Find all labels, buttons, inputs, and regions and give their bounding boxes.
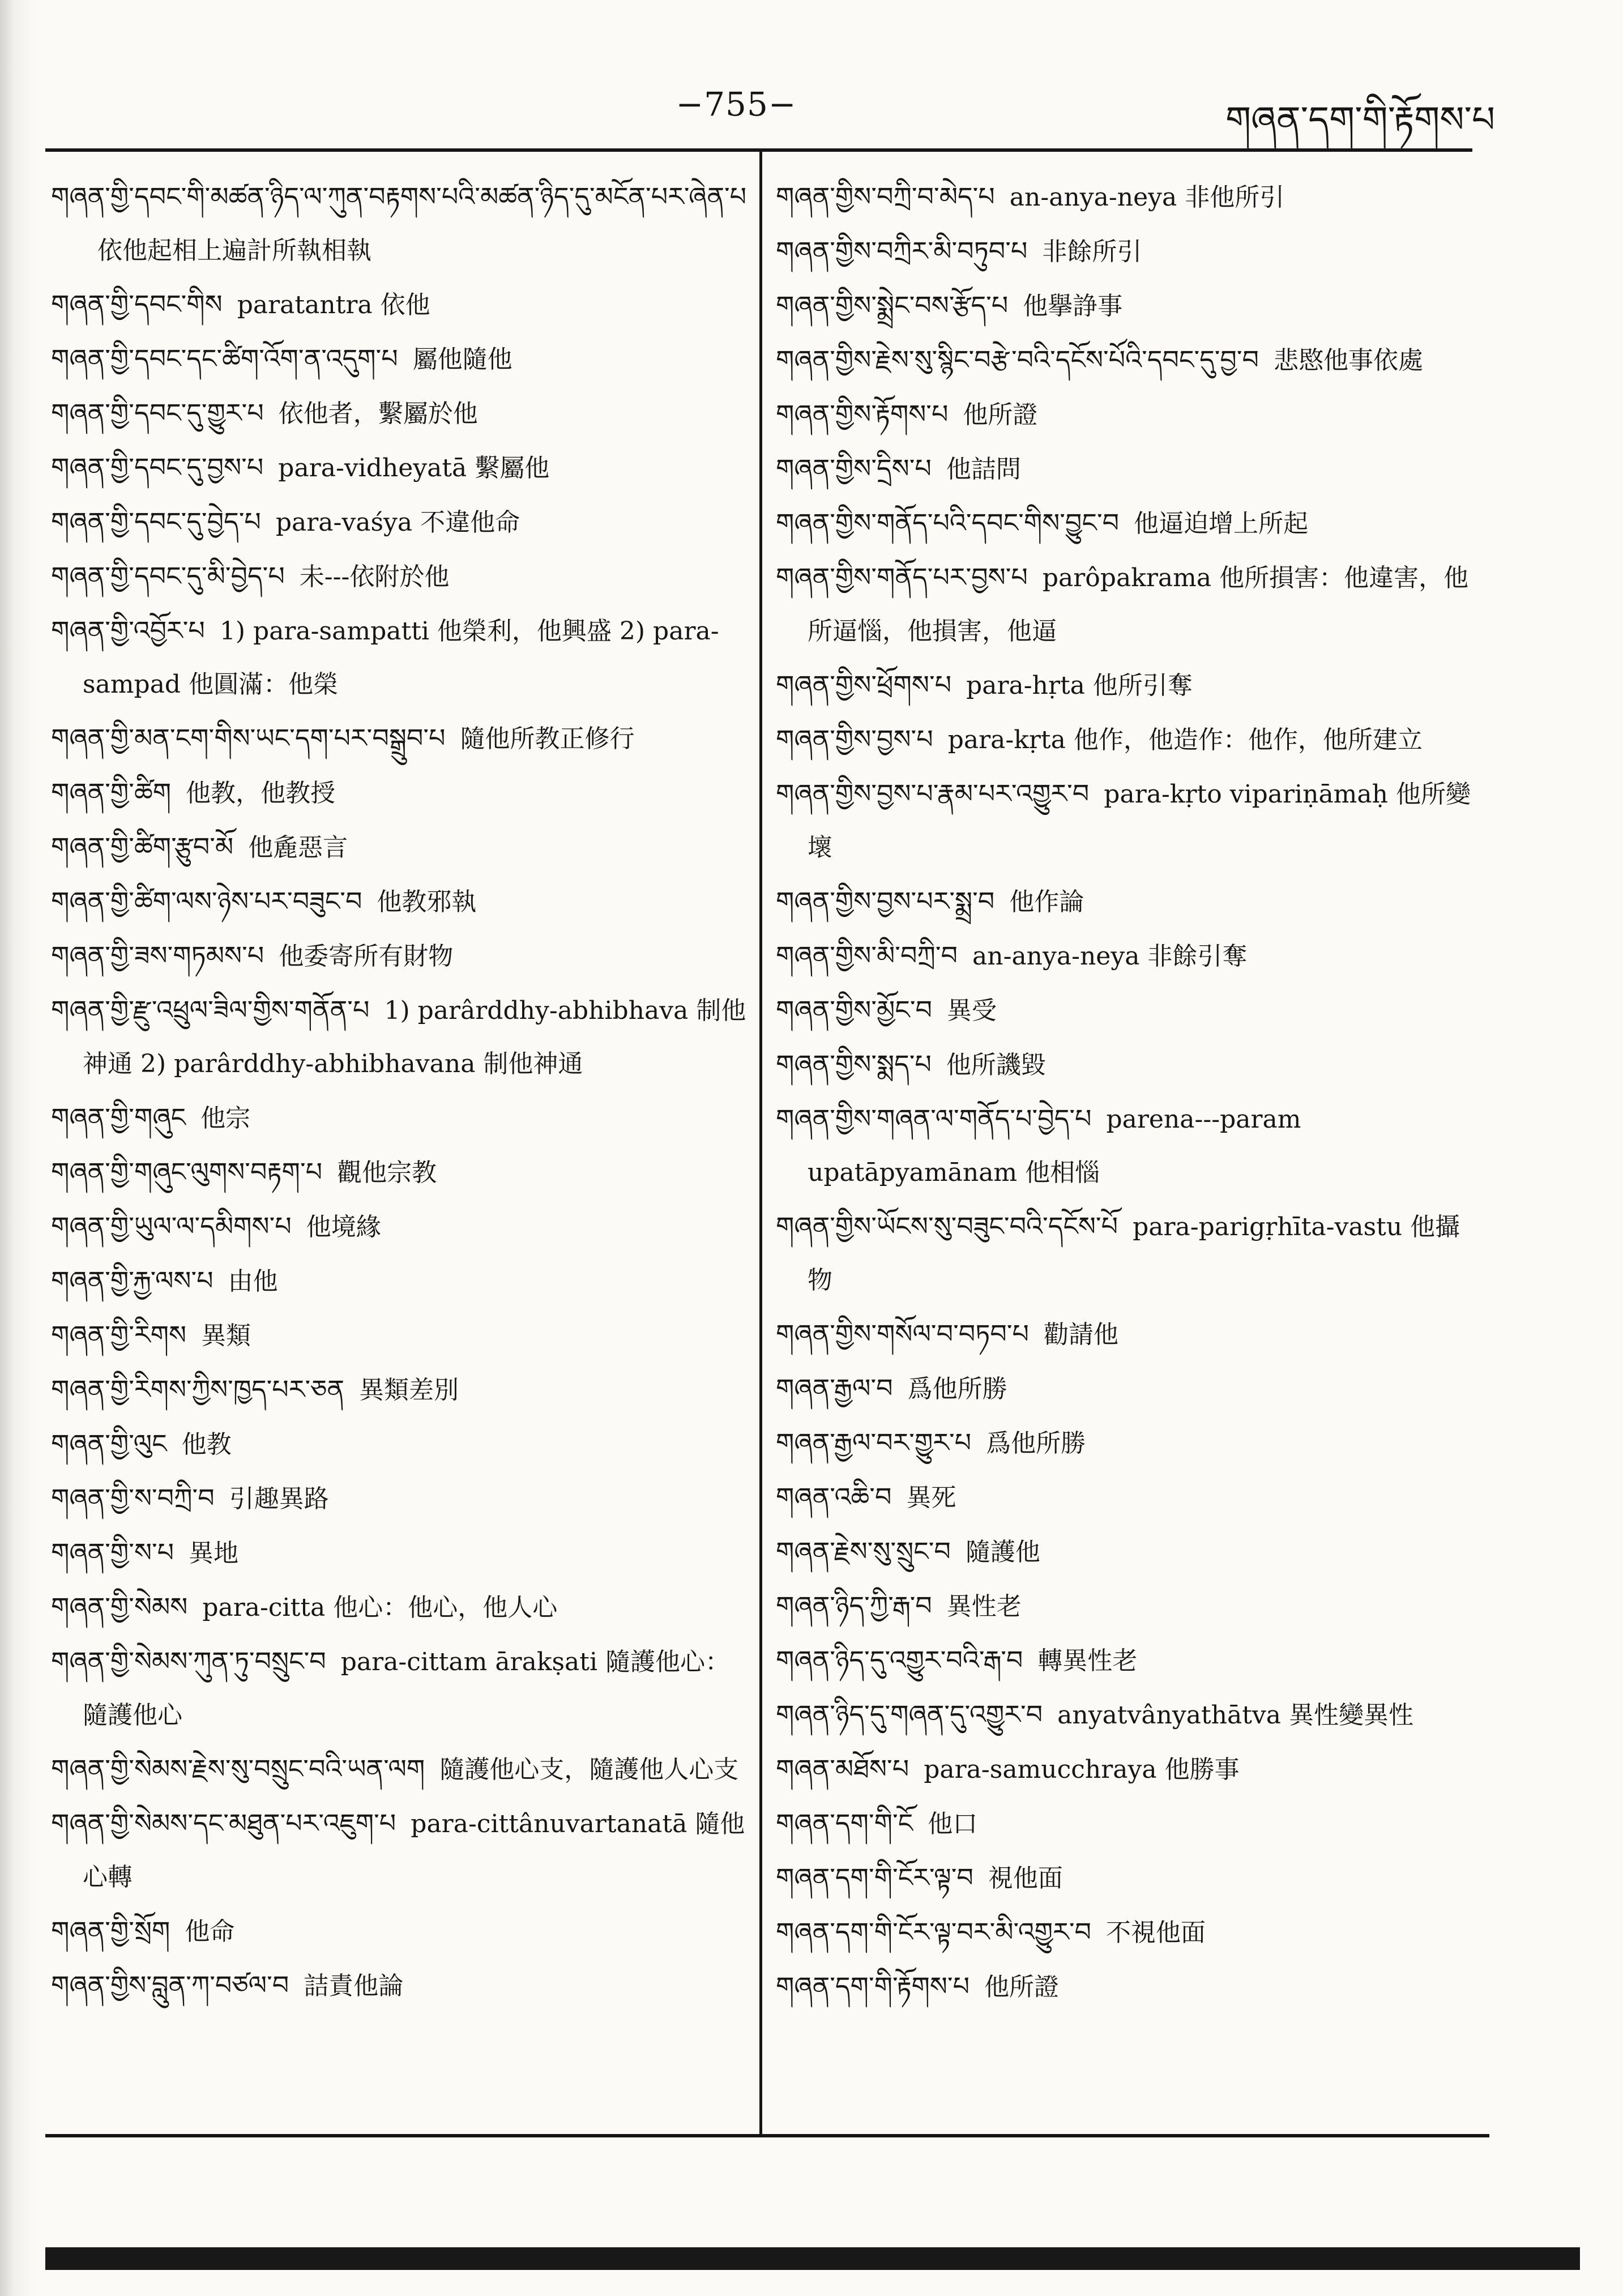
- entry-headword: གཞན་ཉིད་ཀྱི་རྒ་བ: [776, 1590, 932, 1621]
- entry-translation: an-anya-neya 非他所引: [1009, 183, 1285, 212]
- dictionary-entry: [776, 983, 1484, 1038]
- entry-translation: 詰責他論: [304, 1971, 404, 2000]
- dictionary-entry: [51, 495, 748, 549]
- entry-headword: གཞན་གྱི་སྲོག: [51, 1915, 170, 1946]
- entry-headword: གཞན་ཉིད་དུ་གཞན་དུ་འགྱུར་བ: [776, 1699, 1043, 1730]
- entry-headword: གཞན་གྱི་རྐྱ་ལས་པ: [51, 1265, 213, 1296]
- dictionary-entry: [776, 224, 1484, 279]
- entry-translation: para-kṛta 他作，他造作：他作，他所建立: [947, 725, 1423, 754]
- entry-translation: para-cittânuvartanatā 隨他心轉: [83, 1810, 745, 1892]
- entry-headword: གཞན་གྱི་ཚིག་ལས་ཉེས་པར་བཟུང་བ: [51, 886, 362, 916]
- dictionary-entry: [51, 332, 748, 386]
- entry-headword: གཞན་གྱི་དབང་དུ་གྱུར་པ: [51, 398, 264, 428]
- dictionary-entry: [776, 1796, 1484, 1851]
- entry-translation: para-vidheyatā 繫屬他: [278, 454, 550, 483]
- entry-headword: གཞན་གྱི་སེམས: [51, 1591, 188, 1622]
- dictionary-entry: [51, 441, 748, 495]
- entry-translation: 他教，他教授: [186, 779, 336, 808]
- entry-headword: གཞན་གྱིས་དྲིས་པ: [776, 453, 932, 484]
- entry-translation: 他麁惡言: [248, 833, 348, 862]
- entry-headword: གཞན་གྱིས་གནོད་པར་བྱས་པ: [776, 562, 1028, 592]
- right-column: [776, 170, 1484, 2014]
- entry-translation: 他逼迫增上所起: [1134, 509, 1309, 538]
- dictionary-entry: [776, 550, 1484, 658]
- entry-translation: 隨他所教正修行: [460, 724, 635, 753]
- entry-translation: parôpakrama 他所損害：他違害，他所逼惱，他損害，他逼: [808, 564, 1469, 646]
- dictionary-entry: [51, 1580, 748, 1634]
- dictionary-entry: [776, 1688, 1484, 1742]
- entry-translation: 由他: [228, 1267, 278, 1296]
- entry-translation: 異死: [906, 1483, 956, 1512]
- dictionary-entry: [776, 1851, 1484, 1905]
- dictionary-entry: [51, 1254, 748, 1308]
- entry-headword: གཞན་མཐོས་པ: [776, 1753, 909, 1784]
- dictionary-entry: [51, 874, 748, 929]
- entry-translation: parena---param upatāpyamānam 他相惱: [808, 1105, 1301, 1187]
- entry-translation: 他教邪執: [377, 887, 477, 916]
- dictionary-entry: [51, 1417, 748, 1471]
- entry-headword: གཞན་གྱི་གཞུང་ལུགས་བརྟག་པ: [51, 1156, 323, 1187]
- entry-headword: གཞན་གྱིས་བྱས་པ: [776, 724, 933, 754]
- entry-translation: para-samucchraya 他勝事: [924, 1755, 1240, 1784]
- dictionary-entry: [776, 1038, 1484, 1092]
- entry-headword: གཞན་གྱི་རིགས་ཀྱིས་ཁྱད་པར་ཅན: [51, 1374, 345, 1405]
- entry-translation: 他擧諍事: [1023, 292, 1123, 321]
- entry-headword: གཞན་གྱིས་བྱས་པར་སྨྲ་བ: [776, 886, 995, 916]
- dictionary-entry: [51, 1526, 748, 1580]
- dictionary-entry: [51, 386, 748, 441]
- entry-translation: 1) parârddhy-abhibhava 制他神通 2) parârddhy-abhibhavana 制他神通: [83, 996, 746, 1078]
- top-rule: [45, 148, 1472, 152]
- entry-translation: 異地: [189, 1539, 239, 1568]
- entry-translation: para-vaśya 不違他命: [275, 508, 520, 537]
- entry-headword: གཞན་རྒྱལ་བ: [776, 1373, 893, 1403]
- entry-translation: 他境緣: [306, 1213, 381, 1241]
- entry-translation: 他詰問: [946, 455, 1021, 484]
- entry-headword: གཞན་འཆི་བ: [776, 1482, 892, 1512]
- dictionary-entry: [51, 170, 748, 278]
- entry-headword: གཞན་གྱི་རྫུ་འཕྲུལ་ཟིལ་གྱིས་གནོན་པ: [51, 995, 370, 1025]
- entry-translation: 異類差別: [359, 1376, 459, 1405]
- dictionary-entry: [776, 279, 1484, 333]
- dictionary-entry: [776, 1905, 1484, 1960]
- entry-headword: གཞན་གྱིས་བཀྲི་བ་མེད་པ: [776, 181, 995, 212]
- dictionary-entry: [776, 1092, 1484, 1200]
- running-head: གཞན་དག་གི་རྟོགས་པ: [1225, 99, 1495, 141]
- scan-edge-shadow: [0, 0, 34, 2296]
- entry-translation: para-parigṛhīta-vastu 他攝物: [808, 1213, 1460, 1295]
- entry-headword: གཞན་གྱིས་བྱས་པ་རྣམ་པར་འགྱུར་བ: [776, 778, 1090, 809]
- entry-translation: 他命: [185, 1917, 235, 1946]
- dictionary-entry: [776, 496, 1484, 550]
- entry-translation: para-kṛto vipariṇāmaḥ 他所變壞: [808, 780, 1471, 862]
- entry-headword: གཞན་རྒྱལ་བར་གྱུར་པ: [776, 1427, 972, 1458]
- entry-translation: 引趣異路: [229, 1484, 329, 1513]
- entry-headword: གཞན་གྱིས་མི་བཀྲི་བ: [776, 940, 958, 971]
- dictionary-entry: [51, 278, 748, 332]
- entry-translation: 他所譏毀: [946, 1051, 1046, 1079]
- entry-translation: 他口: [928, 1810, 978, 1838]
- entry-headword: གཞན་གྱི་ས་པ: [51, 1537, 174, 1568]
- entry-translation: 爲他所勝: [986, 1429, 1086, 1458]
- entry-headword: གཞན་དག་གི་རྟོགས་པ: [776, 1971, 970, 2001]
- entry-headword: གཞན་དག་གི་ངོར་ལྟ་བ: [776, 1862, 973, 1893]
- entry-translation: 非餘所引: [1042, 237, 1142, 266]
- entry-headword: གཞན་གྱི་དབང་གི་མཚན་ཉིད་ལ་ཀུན་བརྟགས་པའི་མཚན་ཉིད་དུ་མངོན་པར་ཞེན་པ: [51, 181, 747, 212]
- dictionary-entry: [776, 1307, 1484, 1362]
- dictionary-entry: [51, 549, 748, 604]
- dictionary-entry: [776, 170, 1484, 224]
- entry-headword: གཞན་གྱིས་གཞན་ལ་གནོད་པ་བྱེད་པ: [776, 1103, 1092, 1134]
- entry-translation: 異性老: [946, 1592, 1022, 1621]
- entry-headword: གཞན་གྱི་སེམས་དང་མཐུན་པར་འཇུག་པ: [51, 1808, 396, 1838]
- dictionary-entry: [51, 1145, 748, 1200]
- dictionary-entry: [776, 333, 1484, 387]
- entry-translation: 轉異性老: [1037, 1646, 1138, 1675]
- entry-translation: paratantra 依他: [237, 291, 430, 319]
- entry-translation: 隨護他: [965, 1538, 1040, 1567]
- dictionary-entry: [51, 1471, 748, 1526]
- entry-translation: para-cittam ārakṣati 隨護他心：隨護他心: [83, 1648, 731, 1730]
- dictionary-entry: [51, 1363, 748, 1417]
- dictionary-entry: [776, 874, 1484, 929]
- dictionary-entry: [51, 1308, 748, 1363]
- dictionary-entry: [51, 766, 748, 820]
- bottom-rule: [45, 2134, 1489, 2137]
- entry-headword: གཞན་གྱིས་མྱོང་བ: [776, 995, 933, 1025]
- entry-translation: anyatvânyathātva 異性變異性: [1057, 1701, 1414, 1730]
- entry-headword: གཞན་ཉིད་དུ་འགྱུར་བའི་རྒ་བ: [776, 1645, 1023, 1675]
- entry-translation: 悲愍他事依處: [1274, 346, 1424, 375]
- entry-translation: 未---依附於他: [299, 562, 450, 591]
- dictionary-entry: [776, 1416, 1484, 1470]
- entry-headword: གཞན་གྱི་ཚིག་རྩུབ་མོ: [51, 831, 234, 862]
- entry-translation: 屬他隨他: [412, 345, 512, 374]
- dictionary-entry: [776, 442, 1484, 496]
- column-divider: [759, 148, 762, 2137]
- entry-translation: 勸請他: [1043, 1320, 1118, 1349]
- dictionary-entry: [776, 1200, 1484, 1307]
- dictionary-entry: [776, 1470, 1484, 1525]
- entry-headword: གཞན་གྱི་གཞུང: [51, 1102, 186, 1133]
- dictionary-entry: [51, 1091, 748, 1145]
- entry-headword: གཞན་གྱི་ཡུལ་ལ་དམིགས་པ: [51, 1211, 292, 1241]
- dictionary-entry: [776, 1960, 1484, 2014]
- entry-translation: 不視他面: [1105, 1918, 1206, 1947]
- dictionary-entry: [51, 711, 748, 766]
- dictionary-entry: [776, 1362, 1484, 1416]
- entry-translation: 他宗: [200, 1104, 251, 1133]
- entry-headword: གཞན་གྱི་ལུང: [51, 1428, 167, 1459]
- entry-translation: 觀他宗教: [337, 1158, 437, 1187]
- entry-headword: གཞན་གྱི་མན་ངག་གིས་ཡང་དག་པར་བསྒྲུབ་པ: [51, 723, 446, 753]
- entry-translation: 依他起相上遍計所執相執: [97, 236, 371, 265]
- entry-headword: གཞན་གྱིས་ཕྲོགས་པ: [776, 669, 952, 700]
- entry-headword: གཞན་གྱི་རིགས: [51, 1320, 187, 1350]
- entry-headword: གཞན་གྱི་ཟས་གཏམས་པ: [51, 940, 264, 971]
- dictionary-entry: [51, 1200, 748, 1254]
- entry-translation: 他所證: [984, 1973, 1060, 2001]
- entry-translation: 他作論: [1009, 887, 1084, 916]
- entry-headword: གཞན་གྱི་ཚིག: [51, 777, 172, 808]
- page-number: −755−: [676, 85, 797, 123]
- entry-headword: གཞན་རྗེས་སུ་སྲུང་བ: [776, 1536, 951, 1567]
- dictionary-entry: [51, 1796, 748, 1904]
- dictionary-entry: [51, 1742, 748, 1796]
- dictionary-entry: [776, 1525, 1484, 1579]
- entry-headword: གཞན་གྱི་སེམས་རྗེས་སུ་བསྲུང་བའི་ཡན་ལག: [51, 1753, 425, 1784]
- entry-headword: གཞན་གྱིས་རྗེས་སུ་སྙིང་བརྩེ་བའི་དངོས་པོའི་དབང་དུ་བྱ་བ: [776, 344, 1259, 375]
- entry-translation: 異類: [201, 1321, 251, 1350]
- entry-translation: 隨護他心支，隨護他人心支: [439, 1755, 739, 1784]
- scan-bottom-band: [45, 2247, 1580, 2270]
- dictionary-entry: [51, 604, 748, 711]
- dictionary-entry: [51, 1904, 748, 1958]
- entry-headword: གཞན་གྱི་སེམས་ཀུན་ཏུ་བསྲུང་བ: [51, 1646, 326, 1676]
- entry-headword: གཞན་གྱིས་ཡོངས་སུ་བཟུང་བའི་དངོས་པོ: [776, 1211, 1118, 1241]
- dictionary-entry: [51, 1958, 748, 2013]
- entry-translation: 他教: [181, 1430, 232, 1459]
- entry-translation: 1) para-sampatti 他榮利，他興盛 2) para-sampad 他圓滿：他榮: [83, 617, 719, 699]
- entry-translation: 他委寄所有財物: [279, 942, 454, 971]
- left-column: [51, 170, 748, 2013]
- dictionary-entry: [776, 712, 1484, 767]
- entry-translation: 依他者，繫屬於他: [278, 399, 478, 428]
- entry-translation: an-anya-neya 非餘引奪: [972, 942, 1248, 971]
- dictionary-entry: [776, 929, 1484, 983]
- dictionary-entry: [776, 1579, 1484, 1633]
- entry-headword: གཞན་གྱིས་བླུན་ཀ་བཙལ་བ: [51, 1970, 289, 2000]
- entry-translation: 視他面: [988, 1864, 1063, 1893]
- entry-headword: གཞན་གྱིས་རྟོགས་པ: [776, 399, 949, 429]
- entry-headword: གཞན་གྱི་དབང་དུ་མི་བྱེད་པ: [51, 561, 285, 591]
- entry-headword: གཞན་གྱི་དབང་དང་ཚིག་འོག་ན་འདུག་པ: [51, 343, 398, 374]
- entry-headword: གཞན་གྱིས་གནོད་པའི་དབང་གིས་བྱུང་བ: [776, 507, 1120, 538]
- entry-translation: 異受: [947, 996, 997, 1025]
- entry-translation: 他所證: [963, 400, 1038, 429]
- entry-headword: གཞན་གྱིས་སྨད་པ: [776, 1049, 932, 1079]
- entry-headword: གཞན་གྱི་དབང་གིས: [51, 289, 223, 319]
- entry-headword: གཞན་དག་གི་ངོ: [776, 1808, 913, 1838]
- dictionary-entry: [51, 983, 748, 1091]
- entry-translation: para-citta 他心：他心，他人心: [202, 1593, 558, 1622]
- dictionary-entry: [51, 929, 748, 983]
- dictionary-entry: [776, 767, 1484, 874]
- dictionary-entry: [51, 1634, 748, 1742]
- dictionary-entry: [776, 1742, 1484, 1796]
- dictionary-entry: [776, 1633, 1484, 1688]
- dictionary-entry: [776, 658, 1484, 712]
- entry-headword: གཞན་གྱི་ས་བཀྲི་བ: [51, 1483, 215, 1513]
- entry-headword: གཞན་གྱི་དབང་དུ་བྱས་པ: [51, 452, 264, 483]
- entry-headword: གཞན་གྱིས་གསོལ་བ་བཏབ་པ: [776, 1318, 1029, 1349]
- entry-headword: གཞན་དག་གི་ངོར་ལྟ་བར་མི་འགྱུར་བ: [776, 1917, 1091, 1947]
- entry-headword: གཞན་གྱི་འབྱོར་པ: [51, 615, 205, 646]
- entry-translation: 爲他所勝: [907, 1375, 1007, 1403]
- entry-translation: para-hṛta 他所引奪: [966, 671, 1193, 700]
- dictionary-entry: [776, 387, 1484, 442]
- entry-headword: གཞན་གྱིས་བཀྲིར་མི་བཏུབ་པ: [776, 236, 1028, 266]
- entry-headword: གཞན་གྱི་དབང་དུ་བྱེད་པ: [51, 506, 261, 537]
- entry-headword: གཞན་གྱིས་སྨྲེང་བས་རྩོད་པ: [776, 290, 1009, 321]
- dictionary-entry: [51, 820, 748, 874]
